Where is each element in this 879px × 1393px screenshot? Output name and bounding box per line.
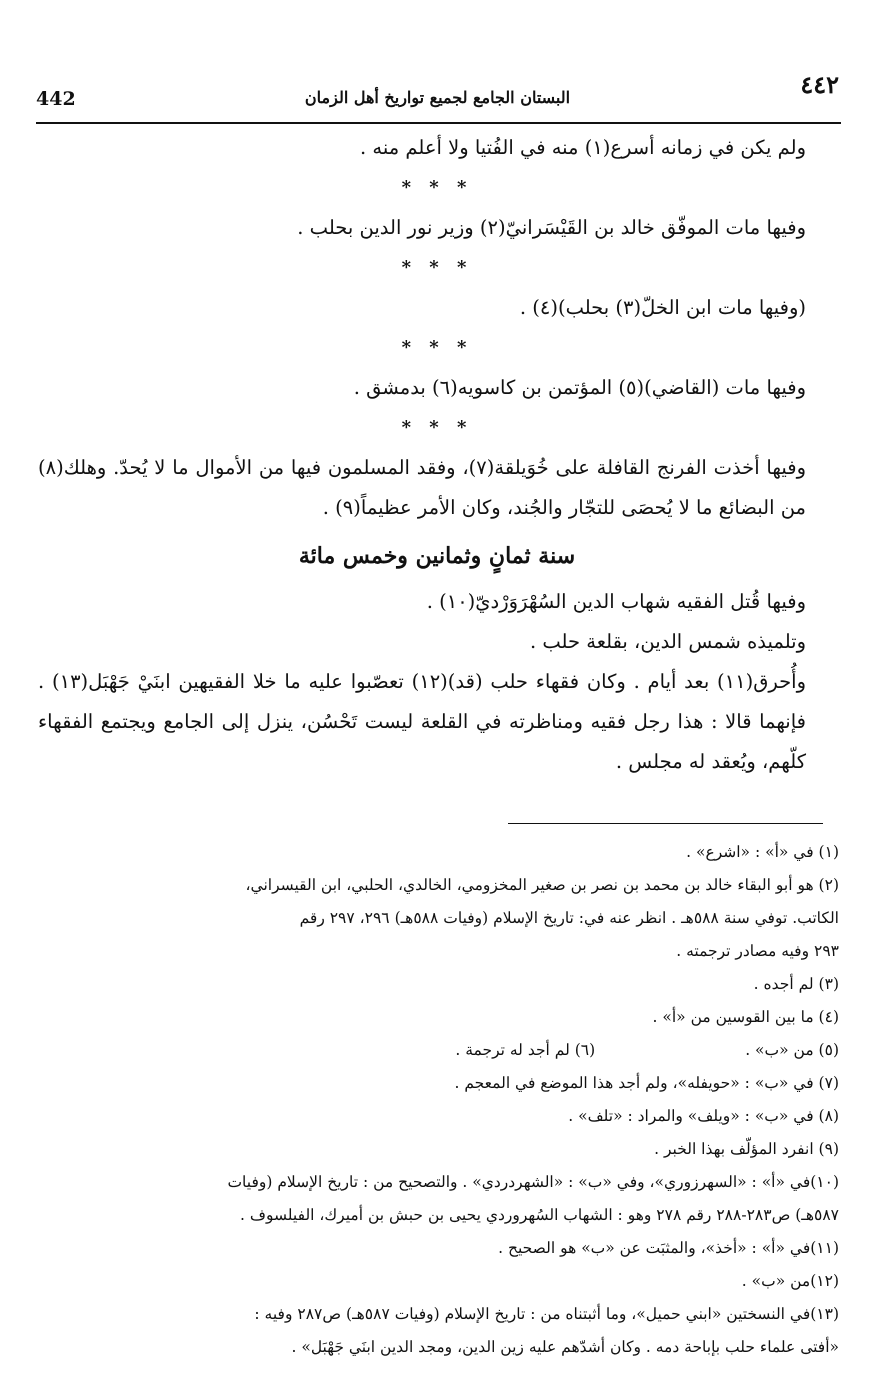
footnote-10-line-2: ٥٨٧هـ) ص٢٨٣-٢٨٨ رقم ٢٧٨ وهو : الشهاب السُهروردي يحيى بن حبش بن أميرك، الفيلسوف .: [240, 1206, 839, 1224]
footnote-row-5-6: [52, 1034, 839, 1067]
footnote-9: (٩) انفرد المؤلّف بهذا الخبر .: [654, 1140, 839, 1158]
page-number-latin: 442: [36, 88, 76, 110]
paragraph-7: وتلميذه شمس الدين، بقلعة حلب .: [530, 630, 806, 653]
footnote-11: (١١)في «أ» : «أخذ»، والمثبَت عن «ب» هو الصحيح .: [498, 1239, 839, 1257]
footnote-2-line-1: (٢) هو أبو البقاء خالد بن محمد بن نصر بن صغير المخزومي، الخالدي، الحلبي، ابن القيسراني،: [245, 876, 839, 894]
page-header: [36, 62, 839, 118]
footnote-3: (٣) لم أجده .: [753, 975, 839, 993]
footnote-2-line-3: ٢٩٣ وفيه مصادر ترجمته .: [676, 942, 839, 960]
footnote-12: (١٢)من «ب» .: [741, 1272, 839, 1290]
footnote-6: (٦) لم أجد له ترجمة .: [455, 1041, 596, 1059]
section-heading: سنة ثمانٍ وثمانين وخمس مائة: [298, 543, 576, 569]
page-number-arabic: ٤٤٢: [800, 70, 839, 99]
header-rule: [36, 122, 841, 124]
paragraph-1: ولم يكن في زمانه أسرع(١) منه في الفُتيا ولا أعلم منه .: [360, 136, 806, 159]
footnote-2-line-2: الكاتب. توفي سنة ٥٨٨هـ . انظر عنه في: تاريخ الإسلام (وفيات ٥٨٨هـ) ٢٩٦، ٢٩٧ رقم: [299, 909, 839, 927]
footnote-rule: [508, 823, 823, 824]
section-separator: * * *: [401, 417, 473, 438]
paragraph-3: (وفيها مات ابن الخلّ(٣) بحلب)(٤) .: [519, 296, 806, 319]
paragraph-6: وفيها قُتل الفقيه شهاب الدين السُهْرَوَرْديّ(١٠) .: [426, 590, 806, 613]
footnote-10: [52, 1166, 839, 1232]
footnote-10-line-1: (١٠)في «أ» : «السهرزوري»، وفي «ب» : «الشهردردي» . والتصحيح من : تاريخ الإسلام (وفيات: [227, 1173, 839, 1191]
footnote-1: (١) في «أ» : «اشرع» .: [686, 843, 839, 861]
footnotes: [52, 836, 839, 1364]
paragraph-5: وفيها أخذت الفرنج القافلة على خُوَيلقة(٧)، وفقد المسلمون فيها من الأموال ما لا يُحدّ. وهلك(٨) من البضائع ما لا يُحصَى للتجّار والجُند، وكان الأمر عظيماً(٩) .: [38, 456, 806, 519]
section-separator: * * *: [401, 257, 473, 278]
footnote-5: (٥) من «ب» .: [745, 1041, 839, 1059]
section-separator: * * *: [401, 337, 473, 358]
footnote-4: (٤) ما بين القوسين من «أ» .: [652, 1008, 839, 1026]
running-title: البستان الجامع لجميع تواريخ أهل الزمان: [304, 88, 571, 107]
paragraph-2: وفيها مات الموفّق خالد بن القَيْسَرانيّ(٢) وزير نور الدين بحلب .: [297, 216, 806, 239]
footnote-2: [52, 869, 839, 968]
paragraph-8: وأُحرق(١١) بعد أيام . وكان فقهاء حلب (قد)(١٢) تعصّبوا عليه ما خلا الفقيهين ابنَيْ جَهْبَل(١٣) . فإنهما قالا : هذا رجل فقيه ومناظرته في القلعة ليست تَحْسُن، ينزل إلى الجامع ويجتمع الفقهاء كلّهم، ويُعقد له مجلس .: [38, 670, 806, 773]
footnote-8: (٨) في «ب» : «ويلف» والمراد : «تلف» .: [568, 1107, 839, 1125]
main-text: [38, 128, 836, 782]
section-separator: * * *: [401, 177, 473, 198]
footnote-7: (٧) في «ب» : «حويفله»، ولم أجد هذا الموضع في المعجم .: [454, 1074, 839, 1092]
footnote-13-line-1: (١٣)في النسختين «ابني حميل»، وما أثبتناه من : تاريخ الإسلام (وفيات ٥٨٧هـ) ص٢٨٧ وفيه :: [254, 1305, 839, 1323]
footnote-13: [52, 1298, 839, 1364]
paragraph-4: وفيها مات (القاضي)(٥) المؤتمن بن كاسويه(٦) بدمشق .: [353, 376, 806, 399]
footnote-13-line-2: «أفتى علماء حلب بإباحة دمه . وكان أشدّهم عليه زين الدين، ومجد الدين ابنَي جَهْبَل» .: [291, 1338, 839, 1356]
